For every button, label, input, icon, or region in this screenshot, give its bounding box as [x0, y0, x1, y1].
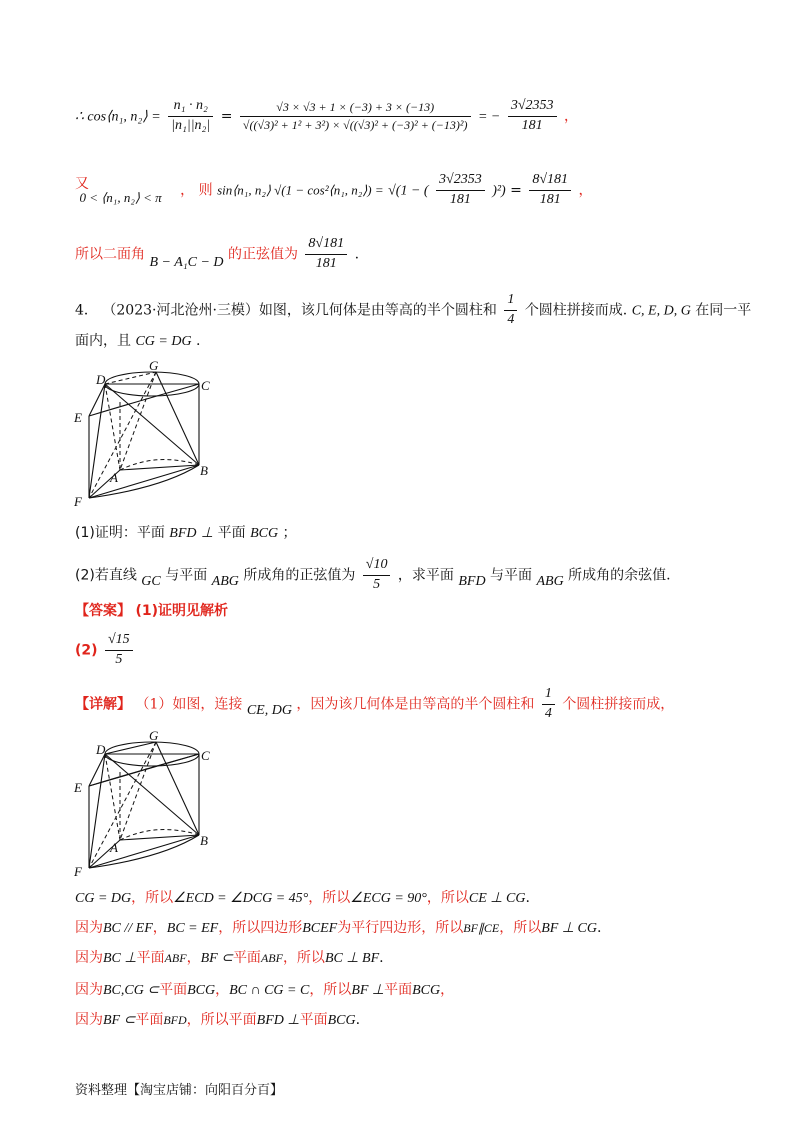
sub1-label: (1)证明：平面	[75, 525, 165, 541]
label-e: E	[74, 780, 82, 795]
text: 平面	[232, 950, 261, 966]
label-f: F	[74, 864, 82, 878]
text: 平面	[135, 1012, 164, 1028]
sin-formula-line	[75, 172, 593, 209]
answer-2-label: (2)	[75, 642, 98, 659]
proof-line-5	[75, 1012, 360, 1030]
text: ，所以	[131, 890, 174, 906]
question-4-line-2	[75, 333, 200, 351]
sub2-text-1: 与平面	[165, 567, 208, 584]
text: ，	[152, 920, 167, 936]
text: 因为	[75, 920, 103, 936]
equals-sign: =	[220, 108, 233, 125]
line-gc: GC	[141, 574, 161, 590]
period: .	[354, 246, 360, 263]
label-b: B	[200, 833, 208, 848]
numeric-fraction: $\frac{√3 \times √3 + 1 \times (-3) + 3 \times (-13)}{\text{√((√3)² + 1² + 3²) × √((√3)² + (−3)² + (−13)²)}}$	[240, 100, 471, 132]
math-expr: ABF	[164, 951, 187, 965]
equals-minus: = −	[477, 109, 501, 125]
math-expr: BF ⊂	[103, 1013, 136, 1028]
segments: CE, DG	[246, 703, 292, 719]
label-b: B	[200, 463, 208, 478]
root-open: √(1 − (	[388, 183, 429, 199]
dot-product-fraction: $\frac{\text{n₁ · n₂}}{\text{|n₁||n₂|}}$	[168, 98, 213, 135]
semicolon: ；	[282, 525, 297, 541]
text: ，	[440, 982, 455, 998]
question-text-2: 个圆柱拼接而成.	[524, 302, 628, 319]
page-footer: 资料整理【淘宝店铺：向阳百分百】	[75, 1083, 284, 1098]
text: ，	[186, 950, 201, 966]
comma: ，	[563, 108, 578, 125]
equals-sign: =	[510, 182, 522, 199]
dihedral-angle: B − A₁C − D	[149, 255, 224, 271]
label-a: A	[110, 470, 118, 485]
detail-text-2: ，因为该几何体是由等高的半个圆柱和	[296, 696, 535, 713]
text: 为平行四边形，所以	[337, 920, 464, 936]
label-d: D	[96, 742, 106, 757]
text: 平面	[136, 950, 165, 966]
answer-tag: 【答案】	[75, 603, 131, 619]
quarter-fraction: $\frac{1}{4}$	[504, 292, 517, 329]
math-expr: BFD ⊥	[256, 1013, 300, 1028]
ze-text: 则	[198, 182, 213, 199]
proof-line-1	[75, 890, 530, 908]
math-expr: BC ⊥ BF	[324, 951, 380, 966]
cos-lhs: ∴ cos⟨n₁, n₂⟩ =	[75, 109, 161, 125]
label-c: C	[201, 748, 210, 763]
sub2-text-4: 与平面	[490, 567, 533, 584]
text: ，所以平面	[186, 1012, 257, 1028]
proof-line-4	[75, 982, 454, 1000]
text: ，	[215, 982, 230, 998]
sub-question-1	[75, 525, 297, 543]
math-expr: BC ⊥	[103, 951, 137, 966]
label-a: A	[110, 840, 118, 855]
cos-formula-line	[75, 98, 578, 135]
comma: ，	[578, 182, 593, 199]
text: .	[525, 890, 530, 906]
plane-abg: ABG	[211, 574, 239, 590]
plane-bfd: BFD	[169, 526, 197, 541]
math-expr: BF ⊂	[200, 951, 233, 966]
math-expr: BCG	[412, 983, 441, 998]
conclusion-text: 所以二面角	[75, 246, 145, 263]
root-close: )²)	[492, 183, 506, 199]
math-expr: BCG	[187, 983, 216, 998]
proof-line-2	[75, 920, 601, 938]
math-expr: ABF	[260, 951, 283, 965]
text: ，所以	[499, 920, 542, 936]
label-c: C	[201, 378, 210, 393]
conclusion-line	[75, 236, 359, 273]
math-expr: BCG	[327, 1013, 356, 1028]
text: .	[355, 1012, 361, 1028]
question-number: 4．	[75, 302, 98, 319]
sub2-text-2: 所成角的正弦值为	[243, 567, 356, 584]
text: 因为	[75, 982, 103, 998]
question-text-3: 在同一平	[695, 302, 752, 319]
points-list: C, E, D, G	[631, 303, 691, 319]
perp-sign: ⊥	[200, 526, 214, 541]
sub2-text-5: 所成角的余弦值.	[568, 567, 671, 584]
inner-fraction: $\frac{3√2353}{181}$	[436, 172, 485, 209]
sub2-text-3: ，求平面	[397, 567, 454, 584]
detail-fraction: $\frac{1}{4}$	[542, 686, 555, 723]
you-text: 又	[75, 176, 89, 193]
text: ，所以	[308, 890, 351, 906]
text: ，所以	[426, 890, 469, 906]
detail-line	[75, 686, 674, 723]
text: .	[596, 920, 602, 936]
text: ，所以	[282, 950, 325, 966]
text: 平面	[159, 982, 188, 998]
conclusion-text-2: 的正弦值为	[227, 246, 298, 263]
period: .	[196, 333, 201, 349]
label-g: G	[149, 358, 159, 373]
result-fraction: $\frac{3√2353}{181}$	[508, 98, 557, 135]
math-expr: BFD	[163, 1013, 187, 1027]
detail-text-1: （1）如图，连接	[135, 696, 243, 713]
math-expr: BC // EF	[103, 921, 153, 936]
sub2-label: (2)若直线	[75, 567, 137, 584]
label-e: E	[74, 410, 82, 425]
text: .	[379, 950, 384, 966]
question-4-line-1	[75, 292, 751, 329]
range-condition: 0 < ⟨n₁, n₂⟩ < π	[79, 190, 162, 206]
math-expr: BF ⊥	[351, 983, 385, 998]
comma: ，	[180, 182, 195, 199]
text: 因为	[75, 950, 103, 966]
plane-abg-2: ABG	[536, 574, 564, 590]
proof-line-3	[75, 950, 384, 968]
plane-bcg: BCG	[250, 526, 279, 541]
question-text-4: 面内，且	[75, 333, 131, 349]
sine-fraction: $\frac{√10}{5}$	[363, 557, 391, 594]
text: 平面	[384, 982, 413, 998]
label-d: D	[96, 372, 106, 387]
math-expr: BF ⊥ CG	[541, 921, 597, 936]
answer-2-fraction: $\frac{√15}{5}$	[105, 632, 133, 669]
math-expr: BC = EF	[166, 921, 219, 936]
detail-text-3: 个圆柱拼接而成，	[562, 696, 675, 713]
geometry-figure-2	[72, 728, 212, 878]
condition: CG = DG	[135, 334, 192, 349]
math-expr: BC ∩ CG = C	[229, 983, 310, 998]
answer-line	[75, 603, 228, 620]
sub-question-2	[75, 557, 671, 594]
text: ，所以四边形	[218, 920, 303, 936]
detail-tag: 【详解】	[75, 696, 131, 713]
sin-expression: sin⟨n₁, n₂⟩ √(1 − cos²⟨n₁, n₂⟩) =	[217, 182, 384, 198]
math-expr: BF∥CE	[463, 921, 500, 935]
math-expr: BC,CG ⊂	[103, 983, 160, 998]
label-f: F	[74, 494, 82, 508]
math-expr: BCEF	[302, 921, 338, 936]
answer-2-line	[75, 632, 136, 669]
math-expr: CE ⊥ CG	[468, 891, 526, 906]
sin-result-fraction: $\frac{8√181}{181}$	[529, 172, 571, 209]
geometry-figure-1	[72, 358, 212, 508]
math-expr: CG = DG	[75, 891, 132, 906]
question-text: （2023·河北沧州·三模）如图，该几何体是由等高的半个圆柱和	[102, 302, 497, 319]
text: 平面	[299, 1012, 328, 1028]
conclusion-fraction: $\frac{8√181}{181}$	[305, 236, 347, 273]
label-g: G	[149, 728, 159, 743]
text: ，所以	[309, 982, 352, 998]
math-expr: ∠ECG = 90°	[350, 891, 427, 906]
plane-text: 平面	[217, 525, 246, 541]
math-expr: ∠ECD = ∠DCG = 45°	[173, 891, 309, 906]
answer-text: (1)证明见解析	[135, 603, 228, 619]
plane-bfd-2: BFD	[458, 574, 486, 590]
text: 因为	[75, 1012, 103, 1028]
